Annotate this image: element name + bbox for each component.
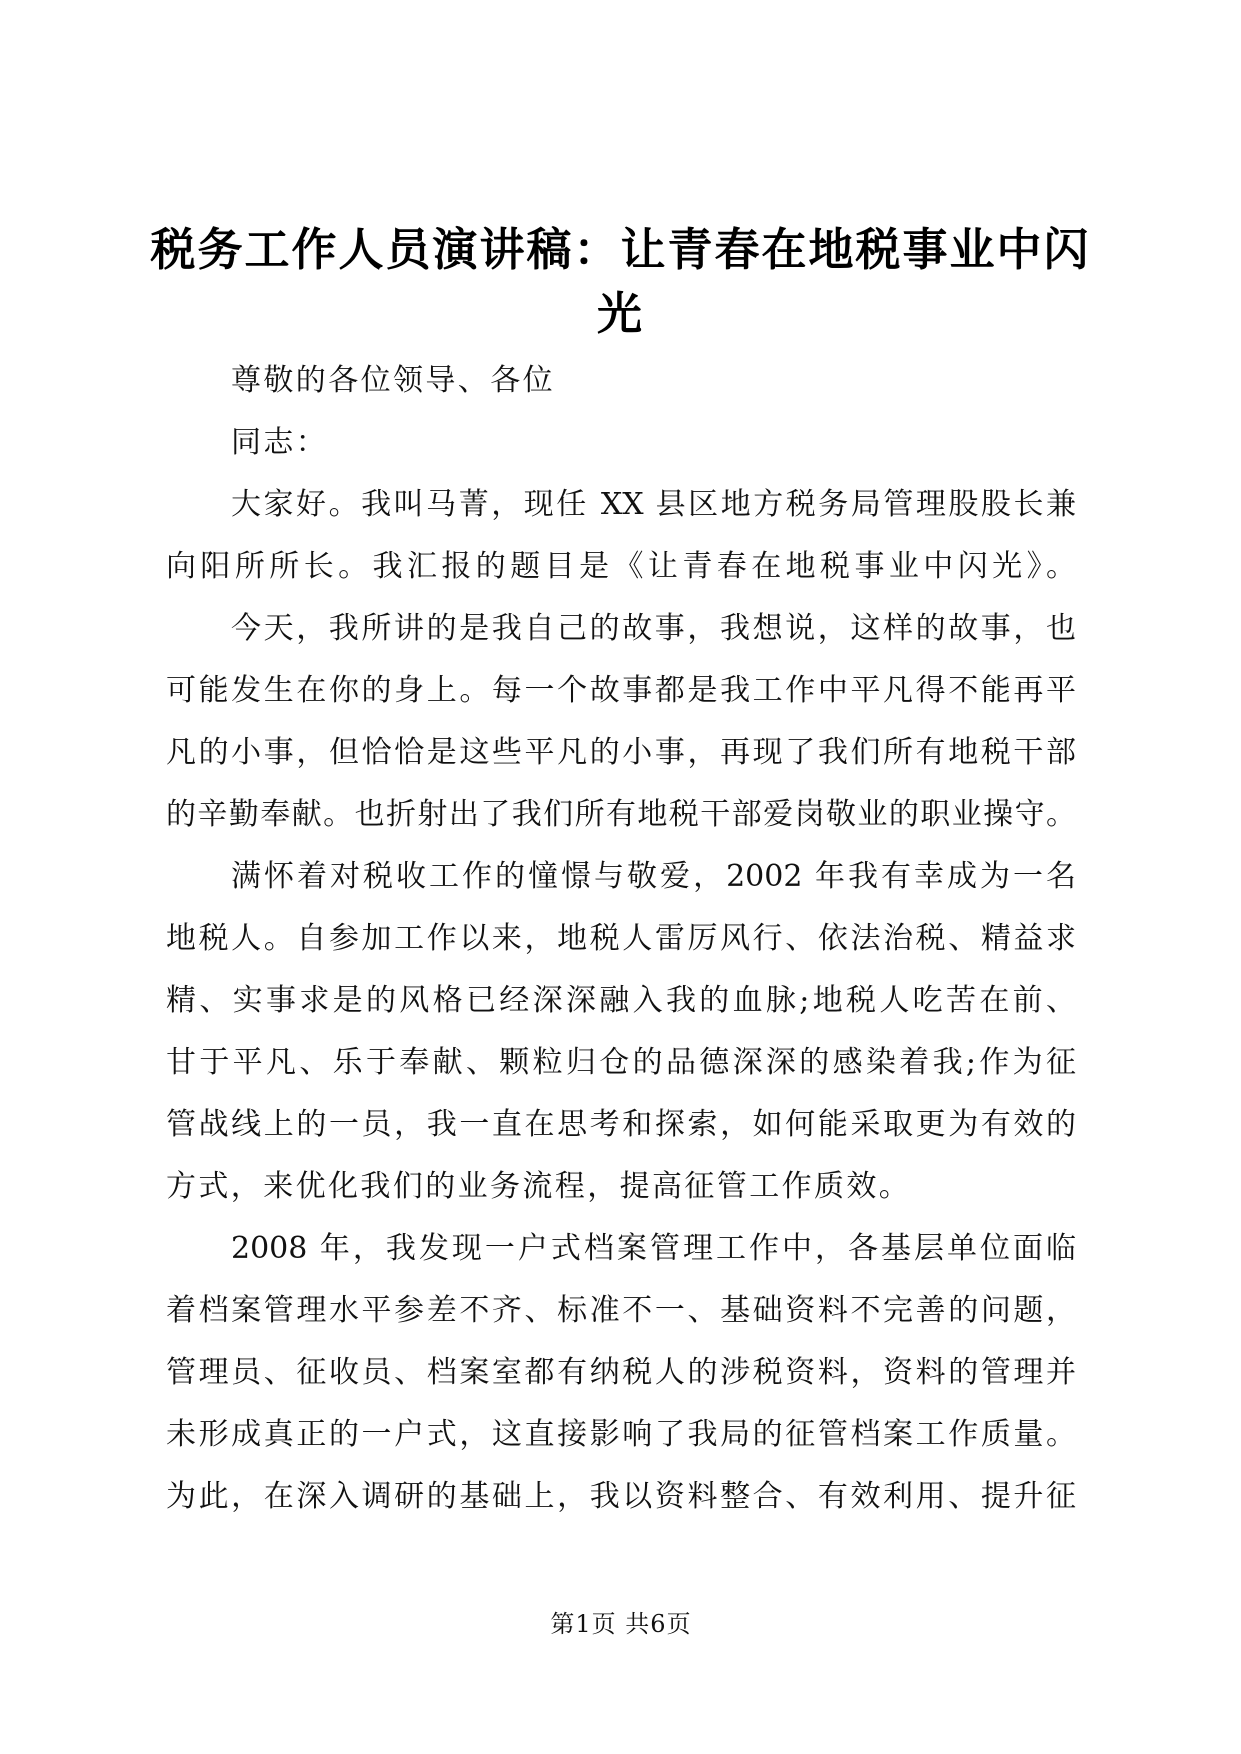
- salutation-paragraph: [166, 350, 1076, 412]
- text-line: 可能发生在你的身上。每一个故事都是我工作中平凡得不能再平: [166, 673, 1076, 708]
- text-line: 尊敬的各位领导、各位: [231, 363, 555, 398]
- text-line: 方式，来优化我们的业务流程，提高征管工作质效。: [166, 1169, 912, 1204]
- salutation-paragraph: [166, 412, 1076, 474]
- text-line: 未形成真正的一户式，这直接影响了我局的征管档案工作质量。: [166, 1417, 1076, 1452]
- body-paragraph: [166, 598, 1076, 846]
- text-line: 今天，我所讲的是我自己的故事，我想说，这样的故事，也: [231, 611, 1076, 646]
- text-line: 凡的小事，但恰恰是这些平凡的小事，再现了我们所有地税干部: [166, 735, 1076, 770]
- text-line: 精、实事求是的风格已经深深融入我的血脉;地税人吃苦在前、: [166, 983, 1076, 1018]
- body-paragraph: [166, 846, 1076, 1218]
- text-line: 大家好。我叫马菁，现任 XX 县区地方税务局管理股股长兼: [231, 487, 1076, 522]
- text-line: 同志：: [231, 425, 329, 460]
- text-line: 甘于平凡、乐于奉献、颗粒归仓的品德深深的感染着我;作为征: [166, 1045, 1076, 1080]
- text-line: 管战线上的一员，我一直在思考和探索，如何能采取更为有效的: [166, 1107, 1076, 1142]
- title-line: 税务工作人员演讲稿：让青春在地税事业中闪: [150, 223, 1091, 276]
- text-line: 管理员、征收员、档案室都有纳税人的涉税资料，资料的管理并: [166, 1355, 1076, 1390]
- text-line: 的辛勤奉献。也折射出了我们所有地税干部爱岗敬业的职业操守。: [166, 797, 1076, 832]
- text-line: 地税人。自参加工作以来，地税人雷厉风行、依法治税、精益求: [166, 921, 1076, 956]
- text-line: 2008 年，我发现一户式档案管理工作中，各基层单位面临: [231, 1231, 1076, 1266]
- body-paragraph: [166, 1218, 1076, 1528]
- body-paragraph: [166, 474, 1076, 598]
- text-line: 为此，在深入调研的基础上，我以资料整合、有效利用、提升征: [166, 1479, 1076, 1514]
- page-footer: 第1页 共6页: [550, 1610, 692, 1638]
- title-line: 光: [596, 287, 644, 340]
- text-line: 着档案管理水平参差不齐、标准不一、基础资料不完善的问题，: [166, 1293, 1076, 1328]
- document-title: [100, 218, 1141, 346]
- text-line: 满怀着对税收工作的憧憬与敬爱，2002 年我有幸成为一名: [231, 859, 1076, 894]
- document-body: [166, 350, 1076, 1528]
- text-line: 向阳所所长。我汇报的题目是《让青春在地税事业中闪光》。: [166, 549, 1076, 584]
